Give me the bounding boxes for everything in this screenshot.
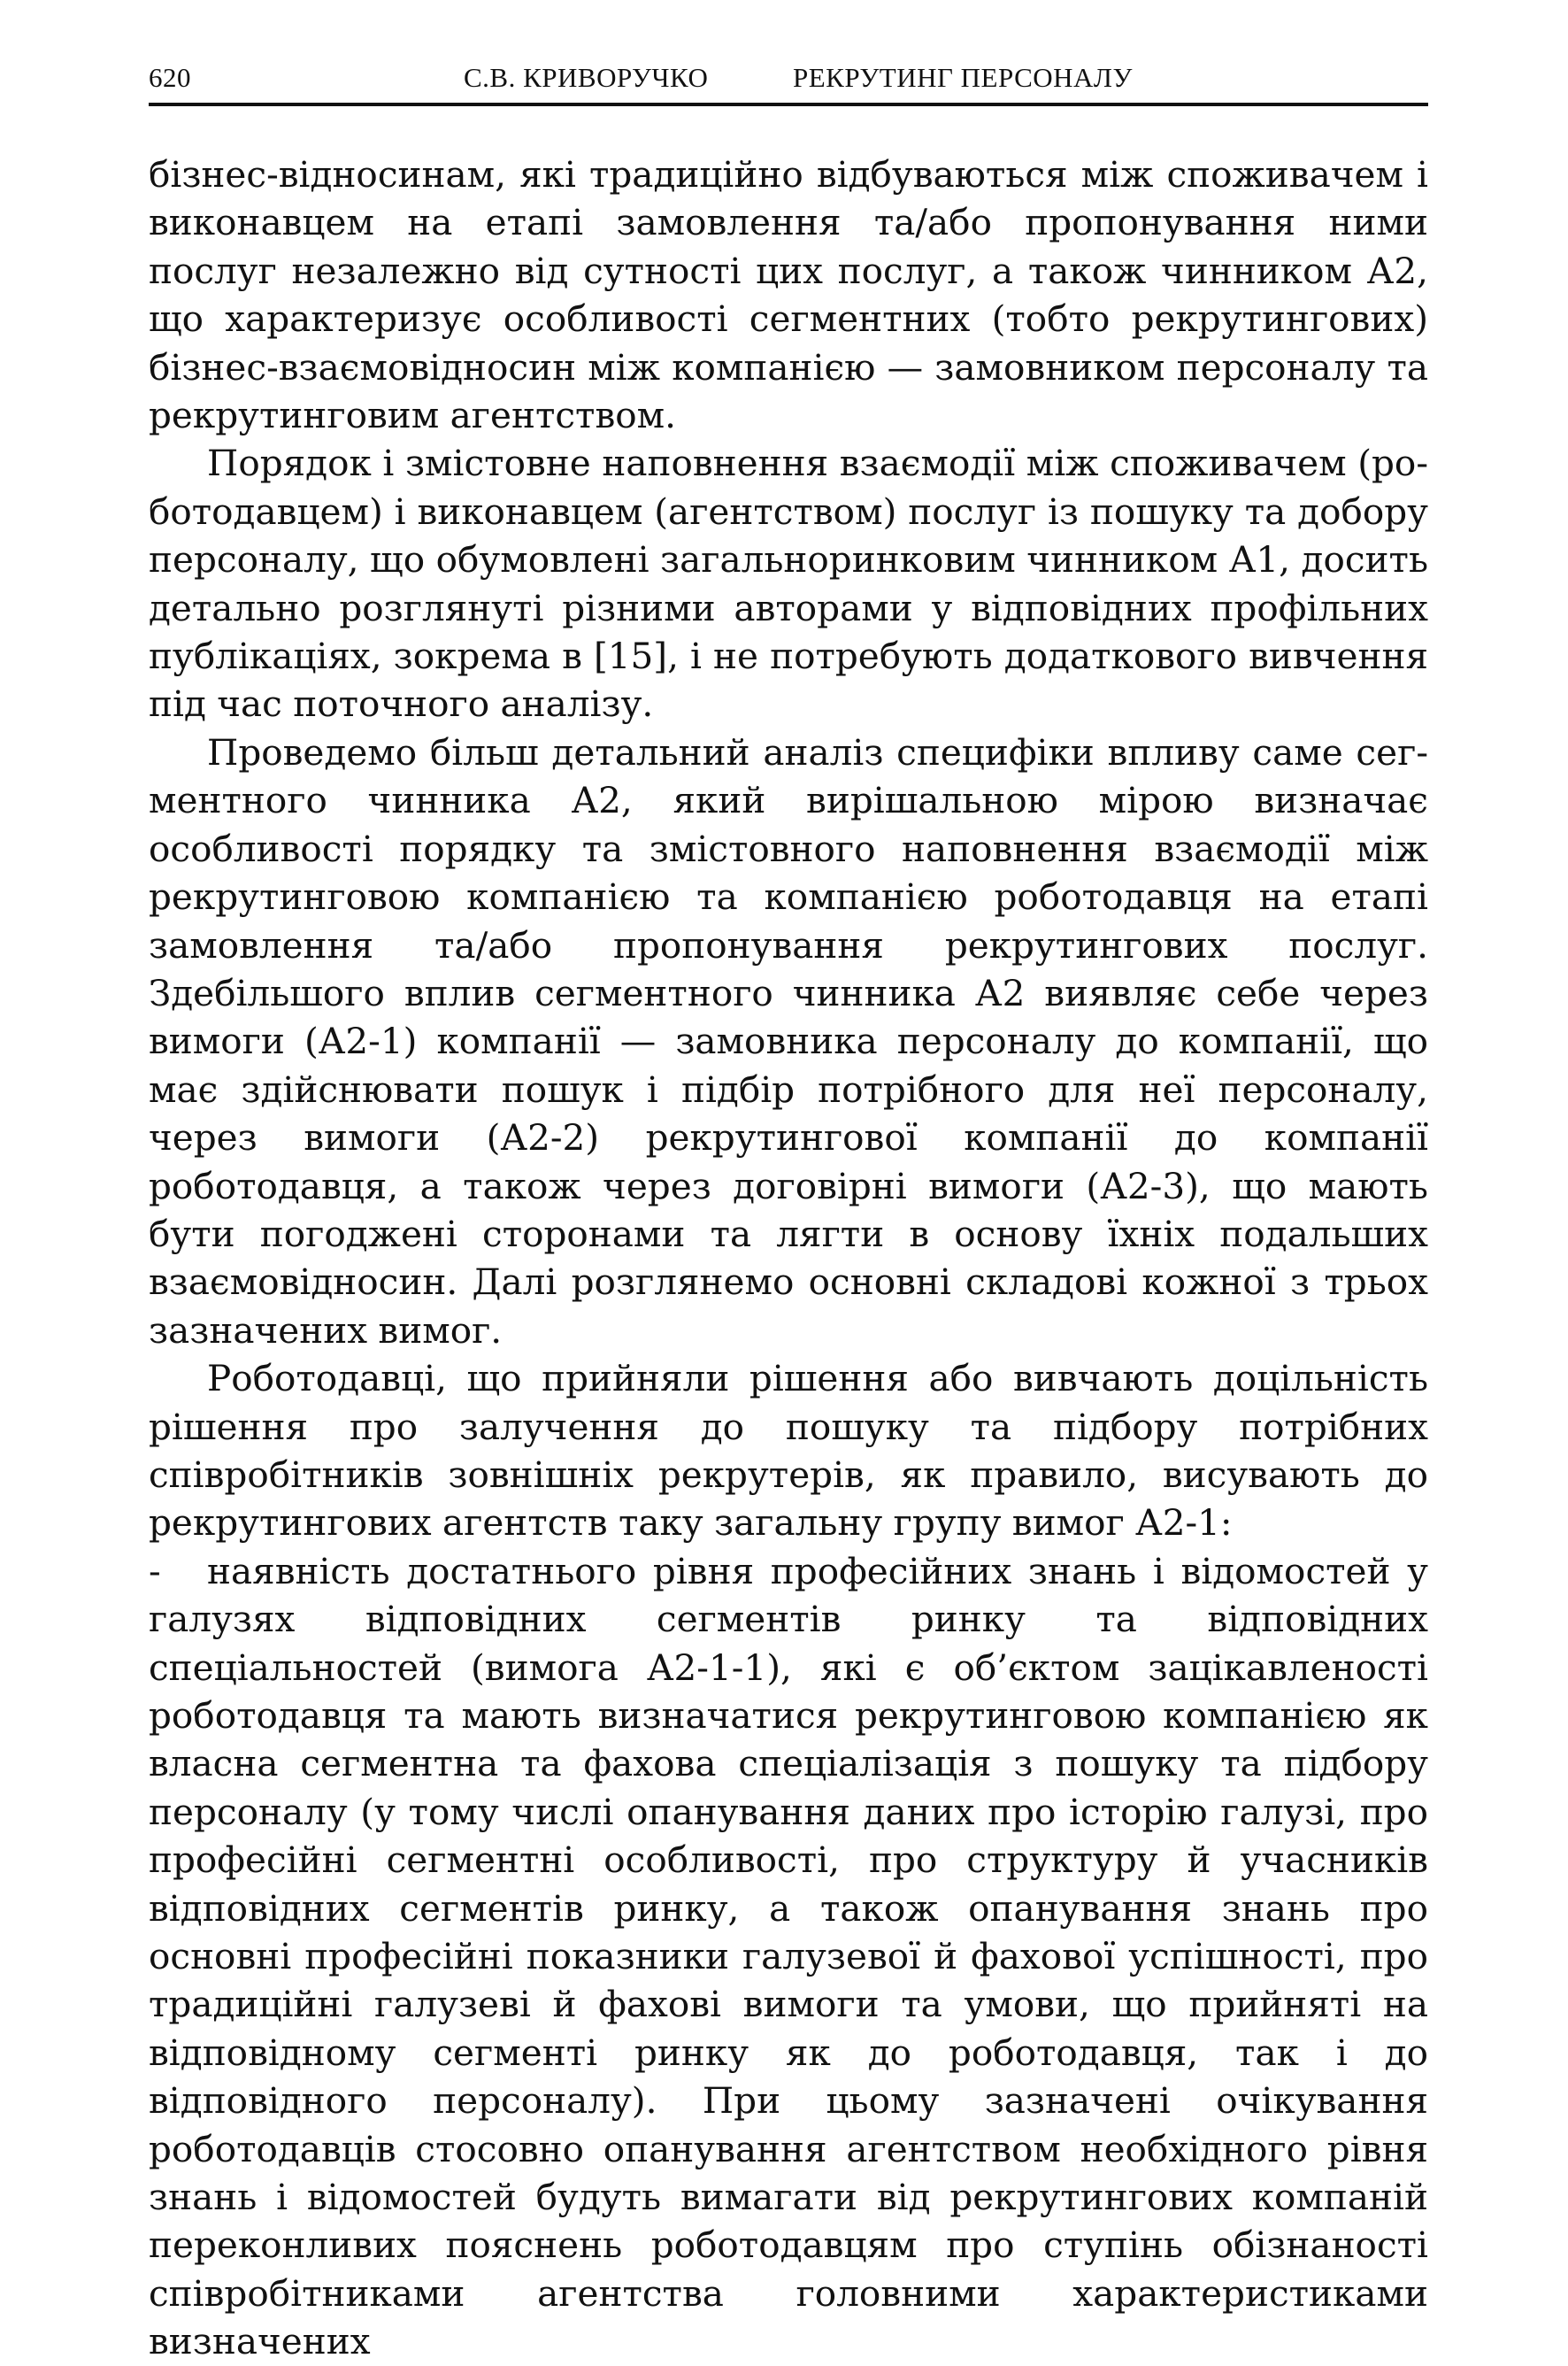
bullet-marker: - <box>149 1549 161 1592</box>
running-author: С.В. КРИВОРУЧКО <box>464 62 709 93</box>
page-number: 620 <box>149 62 191 93</box>
body-text <box>149 150 1428 2366</box>
paragraph: Проведемо більш детальний аналіз специфіки впливу саме сегментного чинника А2, який вирішальною мірою визначає особливості порядку та змістовного наповнення взаємодії між рекрутинговою компанією та компанією роботодавця на етапі замовлення та/або пропонування рекрутингових послуг. Здебільшого вплив сегментного чинника А2 виявляє себе через вимоги (А2-1) компанії — замовника персоналу до компанії, що має здійснювати пошук і підбір потрібного для неї персоналу, через вимоги (А2-2) рекрутингової компанії до компанії роботодавця, а також через договірні вимоги (А2-3), що мають бути погоджені сторонами та лягти в основу їхніх подальших взаємовідносин. Далі розглянемо основні складові кожної з трьох зазначених вимог. <box>149 730 1428 1352</box>
bullet-item <box>149 1547 1428 2366</box>
book-page <box>149 53 1428 2366</box>
bullet-text: наявність достатнього рівня професійних знань і відомостей у галузях відповідних сегментів ринку та відповідних спеціальностей (вимога А2-1-1), які є об’єктом зацікавленості роботодавця та мають визначатися рекрутинговою компанією як власна сегментна та фахова спеціалізація з пошуку та підбору персоналу (у тому числі опанування даних про історію галузі, про професійні сегментні особливості, про структуру й учасників відповідних сегментів ринку, а також опанування знань про основні професійні показники галузевої й фахової успішності, про традиційні галузеві й фахові вимоги та умови, що прийняті на відповідному сегменті ринку як до роботодавця, так і до відповідного персоналу). При цьому зазначені очікування роботодавців стосовно опанування агентством необхідного рівня знань і відомостей будуть вимагати від рекрутингових компаній переконливих пояснень роботодавцям про ступінь обізнаності співробітниками агентства головними характеристиками визначених <box>149 1549 1428 2363</box>
paragraph: Роботодавці, що прийняли рішення або вивчають доцільність рішення про залучення до пошуку та підбору потрібних співробітників зовнішніх рекрутерів, як правило, висувають до рекрутингових агентств таку загальну групу вимог А2-1: <box>149 1357 1428 1545</box>
running-header <box>149 53 1428 106</box>
running-title: РЕКРУТИНГ ПЕРСОНАЛУ <box>793 62 1133 93</box>
paragraph: бізнес-відносинам, які традиційно відбуваються між споживачем і виконавцем на етапі замовлення та/або пропонування ними послуг незалежно від сутності цих послуг, а також чинником А2, що характеризує особливості сегментних (тобто рекрутингових) бізнес-взаємовідносин між компанією — замовником персоналу та рекрутинговим агентством. <box>149 153 1428 437</box>
paragraph: Порядок і змістовне наповнення взаємодії між споживачем (роботодавцем) і виконавцем (агентством) послуг із пошуку та добору персоналу, що обумовлені загальноринковим чинником А1, досить детально розглянуті різними авторами у відповідних профільних публікаціях, зокрема в [15], і не потребують додаткового вивчення під час поточного аналізу. <box>149 442 1428 726</box>
